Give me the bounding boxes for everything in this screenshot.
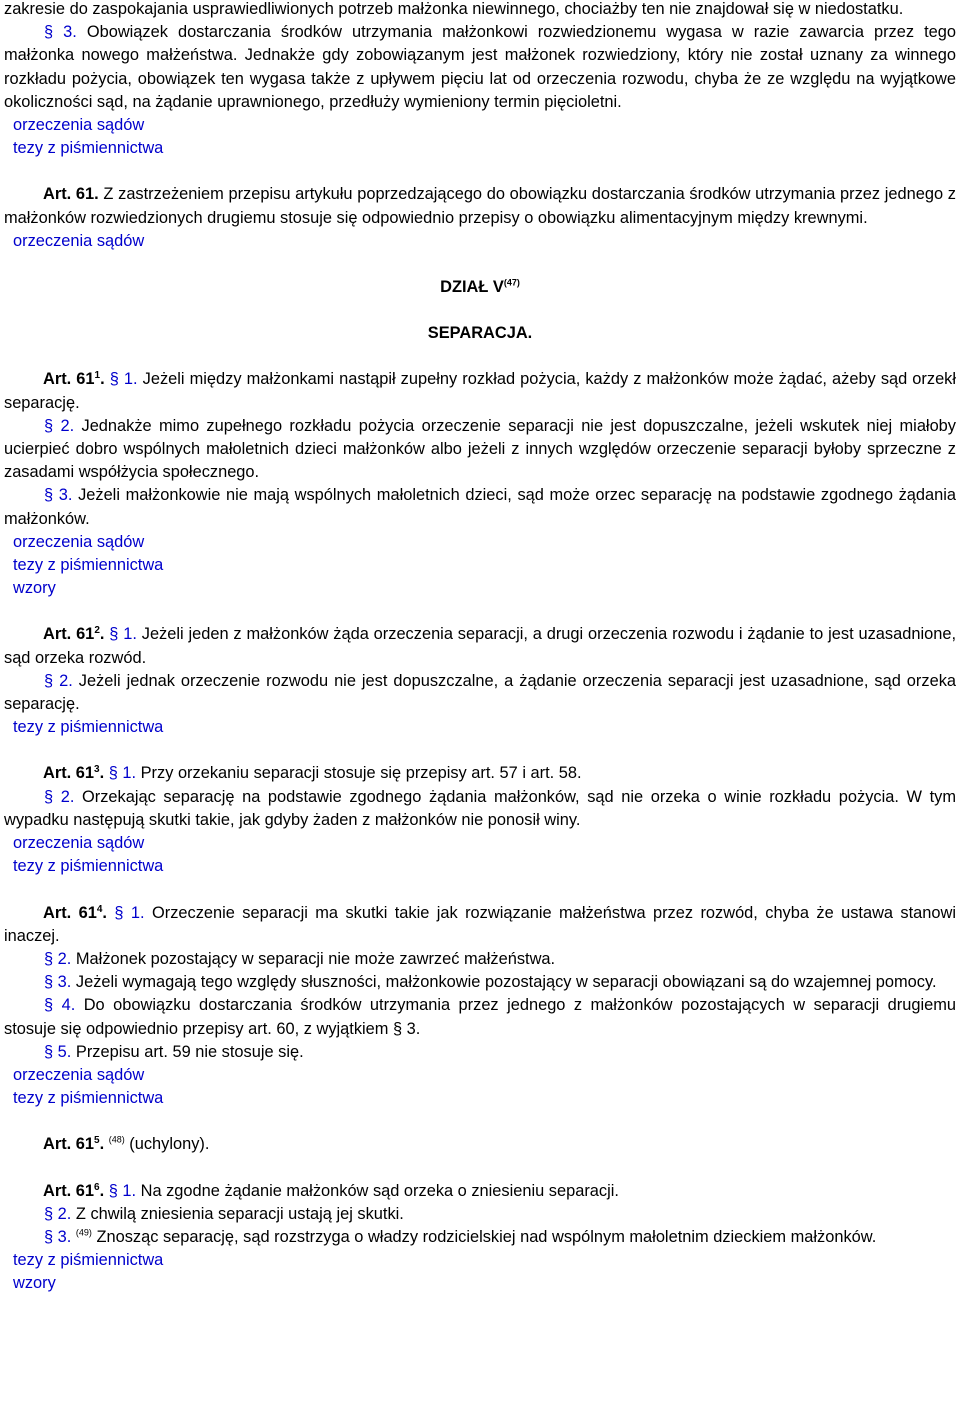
- footnote-ref[interactable]: (48): [108, 1134, 125, 1145]
- chapter-heading: DZIAŁ $V^{(47)}$: [440, 277, 520, 297]
- link-templates[interactable]: wzory: [13, 1274, 56, 1293]
- link-court-rulings[interactable]: orzeczenia sądów: [13, 116, 145, 135]
- link-literature-theses[interactable]: tezy z piśmiennictwa: [13, 1089, 164, 1108]
- paragraph-section: § 3. Obowiązek dostarczania środków utrzymania małżonkowi rozwiedzionemu wygasa w razie zawarcia przez tego małżonka nowego małżeństwa. Jednakże gdy zobowiązanym jest małżonek rozwiedziony, który nie został uznany za winnego rozkładu pożycia, obowiązek ten wygasa także z upływem pięciu lat od orzeczenia rozwodu, chyba że ze względu na wyjątkowe okoliczności sąd, na żądanie uprawnionego, przedłuży wymieniony termin pięcioletni.: [4, 23, 956, 111]
- footnote-ref[interactable]: (47): [503, 277, 520, 288]
- article-61: Art. 61. Z zastrzeżeniem przepisu artykułu poprzedzającego do obowiązku dostarczania środków utrzymania przez jednego z małżonków rozwiedzionych drugiemu stosuje się odpowiednio przepisy o obowiązku alimentacyjnym między krewnymi.: [4, 185, 956, 227]
- paragraph-section: § 3. $^{(49)}$ Znosząc separację, sąd rozstrzyga o władzy rodzicielskiej nad wspólnym małoletnim dzieckiem małżonków.: [44, 1227, 877, 1246]
- link-literature-theses[interactable]: tezy z piśmiennictwa: [13, 857, 164, 876]
- paragraph-section: § 4. Do obowiązku dostarczania środków utrzymania przez jednego z małżonków pozostających w separacji drugiemu stosuje się odpowiednio przepisy art. 60, z wyjątkiem § 3.: [4, 996, 956, 1038]
- link-templates[interactable]: wzory: [13, 579, 56, 598]
- link-literature-theses[interactable]: tezy z piśmiennictwa: [13, 139, 164, 158]
- link-court-rulings[interactable]: orzeczenia sądów: [13, 1065, 145, 1084]
- paragraph-section: § 3. Jeżeli małżonkowie nie mają wspólnych małoletnich dzieci, sąd może orzec separację na podstawie zgodnego żądania małżonków.: [4, 486, 956, 528]
- link-literature-theses[interactable]: tezy z piśmiennictwa: [13, 1251, 164, 1270]
- link-literature-theses[interactable]: tezy z piśmiennictwa: [13, 718, 164, 737]
- paragraph-section: § 3. Jeżeli wymagają tego względy słuszności, małżonkowie pozostający w separacji obowiązani są do wzajemnej pomocy.: [44, 973, 937, 992]
- link-court-rulings[interactable]: orzeczenia sądów: [13, 532, 145, 551]
- link-court-rulings[interactable]: orzeczenia sądów: [13, 231, 145, 250]
- article-61-3: Art. $61^3$. § 1. Przy orzekaniu separacji stosuje się przepisy art. 57 i art. 58.: [43, 764, 582, 783]
- section-number: § 3.: [44, 23, 77, 42]
- article-61-4: Art. $61^4$. § 1. Orzeczenie separacji ma skutki takie jak rozwiązanie małżeństwa przez rozwód, chyba że ustawa stanowi inaczej.: [4, 903, 956, 945]
- paragraph-section: § 2. Jednakże mimo zupełnego rozkładu pożycia orzeczenie separacji nie jest dopuszczalne, jeżeli wskutek niej miałoby ucierpieć dobro wspólnych małoletnich dzieci małżonków albo jeżeli z innych względów orzeczenie separacji byłoby sprzeczne z zasadami współżycia społecznego.: [4, 416, 956, 482]
- paragraph-section: § 2. Orzekając separację na podstawie zgodnego żądania małżonków, sąd nie orzeka o winie rozkładu pożycia. W tym wypadku następują skutki takie, jak gdyby żaden z małżonków nie ponosił winy.: [4, 787, 956, 829]
- link-literature-theses[interactable]: tezy z piśmiennictwa: [13, 556, 164, 575]
- article-61-1: Art. $61^1$. § 1. Jeżeli między małżonkami nastąpił zupełny rozkład pożycia, każdy z małżonków może żądać, ażeby sąd orzekł separację.: [4, 370, 957, 412]
- article-61-6: Art. $61^6$. § 1. Na zgodne żądanie małżonków sąd orzeka o zniesieniu separacji.: [43, 1181, 619, 1200]
- paragraph-section: § 5. Przepisu art. 59 nie stosuje się.: [44, 1042, 304, 1061]
- paragraph-section: § 2. Małżonek pozostający w separacji nie może zawrzeć małżeństwa.: [44, 949, 556, 968]
- article-61-5: Art. $61^5$. $^{(48)}$ (uchylony).: [43, 1134, 210, 1154]
- footnote-ref[interactable]: (49): [75, 1227, 92, 1238]
- paragraph-section: § 2. Jeżeli jednak orzeczenie rozwodu nie jest dopuszczalne, a żądanie orzeczenia separacji jest uzasadnione, sąd orzeka separację.: [4, 671, 957, 714]
- chapter-subtitle: SEPARACJA.: [427, 324, 533, 343]
- paragraph: zakresie do zaspokajania usprawiedliwionych potrzeb małżonka niewinnego, chociażby ten nie znajdował się w niedostatku.: [4, 0, 904, 18]
- paragraph-section: § 2. Z chwilą zniesienia separacji ustają jej skutki.: [44, 1204, 404, 1223]
- article-61-2: Art. $61^2$. § 1. Jeżeli jeden z małżonków żąda orzeczenia separacji, a drugi orzeczenia rozwodu i żądanie to jest uzasadnione, sąd orzeka rozwód.: [4, 625, 956, 667]
- link-court-rulings[interactable]: orzeczenia sądów: [13, 834, 145, 853]
